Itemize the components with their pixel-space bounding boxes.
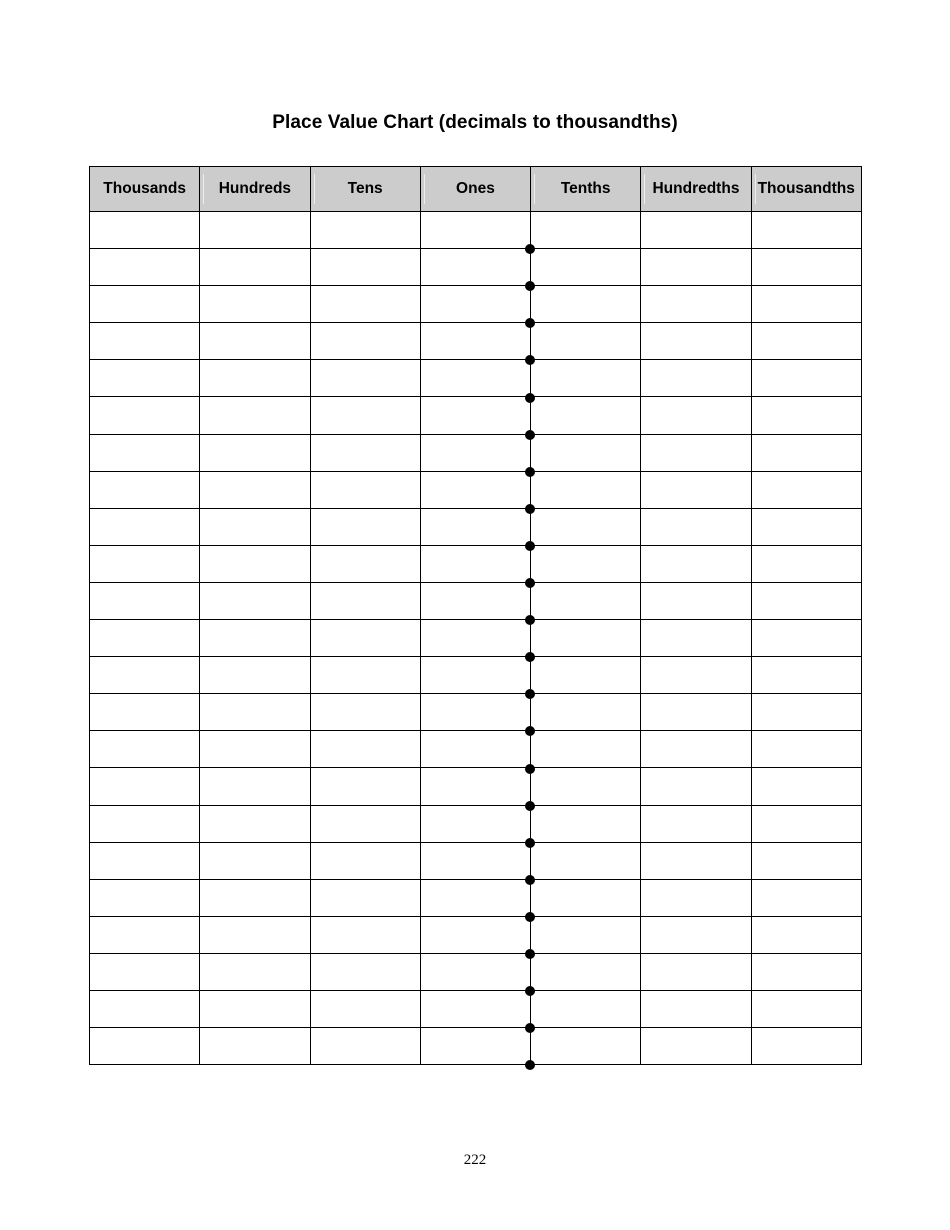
cell-hundredths[interactable]: [641, 953, 751, 990]
table-row: [90, 397, 862, 434]
cell-hundreds[interactable]: [200, 657, 310, 694]
cell-tens[interactable]: [310, 545, 420, 582]
page-number: 222: [463, 1152, 487, 1168]
cell-ones[interactable]: [420, 620, 530, 657]
table-row: [90, 916, 862, 953]
cell-ones[interactable]: [420, 805, 530, 842]
cell-hundredths[interactable]: [641, 582, 751, 619]
cell-hundredths[interactable]: [641, 805, 751, 842]
cell-thousandths[interactable]: [751, 694, 861, 731]
cell-ones[interactable]: [420, 953, 530, 990]
cell-thousands[interactable]: [90, 842, 200, 879]
cell-thousandths[interactable]: [751, 1028, 861, 1065]
table-row: [90, 249, 862, 286]
cell-ones[interactable]: [420, 582, 530, 619]
cell-hundreds[interactable]: [200, 620, 310, 657]
cell-thousands[interactable]: [90, 249, 200, 286]
cell-tens[interactable]: [310, 508, 420, 545]
cell-ones[interactable]: [420, 508, 530, 545]
cell-tens[interactable]: [310, 768, 420, 805]
cell-hundredths[interactable]: [641, 397, 751, 434]
cell-thousands[interactable]: [90, 620, 200, 657]
cell-ones[interactable]: [420, 694, 530, 731]
cell-ones[interactable]: [420, 990, 530, 1027]
cell-hundreds[interactable]: [200, 323, 310, 360]
cell-ones[interactable]: [420, 768, 530, 805]
cell-tenths[interactable]: [531, 249, 641, 286]
cell-ones[interactable]: [420, 879, 530, 916]
column-header-ones: Ones: [420, 167, 530, 212]
cell-thousandths[interactable]: [751, 249, 861, 286]
table-row: [90, 805, 862, 842]
place-value-chart-table: [89, 166, 862, 1065]
table-row: [90, 286, 862, 323]
cell-ones[interactable]: [420, 916, 530, 953]
cell-ones[interactable]: [420, 1028, 530, 1065]
header-row: [90, 167, 862, 212]
cell-ones[interactable]: [420, 323, 530, 360]
cell-ones[interactable]: [420, 249, 530, 286]
cell-thousands[interactable]: [90, 471, 200, 508]
cell-tens[interactable]: [310, 323, 420, 360]
cell-tenths[interactable]: [531, 768, 641, 805]
cell-tens[interactable]: [310, 879, 420, 916]
cell-ones[interactable]: [420, 434, 530, 471]
cell-hundredths[interactable]: [641, 768, 751, 805]
cell-hundreds[interactable]: [200, 545, 310, 582]
cell-hundredths[interactable]: [641, 249, 751, 286]
cell-thousandths[interactable]: [751, 805, 861, 842]
cell-hundredths[interactable]: [641, 731, 751, 768]
cell-thousands[interactable]: [90, 731, 200, 768]
cell-tenths[interactable]: [531, 323, 641, 360]
cell-thousands[interactable]: [90, 879, 200, 916]
cell-thousandths[interactable]: [751, 916, 861, 953]
cell-tenths[interactable]: [531, 805, 641, 842]
cell-thousands[interactable]: [90, 953, 200, 990]
cell-hundredths[interactable]: [641, 360, 751, 397]
cell-tenths[interactable]: [531, 620, 641, 657]
cell-thousandths[interactable]: [751, 212, 861, 249]
cell-thousandths[interactable]: [751, 731, 861, 768]
cell-tenths[interactable]: [531, 545, 641, 582]
cell-hundredths[interactable]: [641, 842, 751, 879]
cell-thousandths[interactable]: [751, 397, 861, 434]
cell-thousands[interactable]: [90, 1028, 200, 1065]
cell-thousandths[interactable]: [751, 953, 861, 990]
table-row: [90, 1028, 862, 1065]
table-row: [90, 842, 862, 879]
cell-hundreds[interactable]: [200, 582, 310, 619]
cell-tenths[interactable]: [531, 694, 641, 731]
cell-tenths[interactable]: [531, 286, 641, 323]
cell-thousands[interactable]: [90, 805, 200, 842]
cell-hundreds[interactable]: [200, 397, 310, 434]
cell-tens[interactable]: [310, 1028, 420, 1065]
cell-hundreds[interactable]: [200, 842, 310, 879]
cell-thousandths[interactable]: [751, 582, 861, 619]
cell-tenths[interactable]: [531, 731, 641, 768]
cell-hundredths[interactable]: [641, 323, 751, 360]
cell-hundreds[interactable]: [200, 1028, 310, 1065]
table-row: [90, 582, 862, 619]
cell-thousands[interactable]: [90, 582, 200, 619]
cell-tens[interactable]: [310, 620, 420, 657]
cell-hundreds[interactable]: [200, 731, 310, 768]
cell-thousands[interactable]: [90, 434, 200, 471]
cell-thousandths[interactable]: [751, 879, 861, 916]
cell-ones[interactable]: [420, 842, 530, 879]
cell-hundredths[interactable]: [641, 508, 751, 545]
cell-hundreds[interactable]: [200, 805, 310, 842]
cell-tenths[interactable]: [531, 582, 641, 619]
cell-thousands[interactable]: [90, 545, 200, 582]
cell-hundreds[interactable]: [200, 471, 310, 508]
table-row: [90, 694, 862, 731]
cell-hundredths[interactable]: [641, 286, 751, 323]
cell-tens[interactable]: [310, 582, 420, 619]
cell-ones[interactable]: [420, 471, 530, 508]
cell-tens[interactable]: [310, 471, 420, 508]
cell-thousandths[interactable]: [751, 434, 861, 471]
cell-hundreds[interactable]: [200, 286, 310, 323]
cell-thousandths[interactable]: [751, 990, 861, 1027]
table-row: [90, 471, 862, 508]
column-header-tens: Tens: [310, 167, 420, 212]
cell-thousands[interactable]: [90, 212, 200, 249]
cell-tens[interactable]: [310, 397, 420, 434]
cell-tens[interactable]: [310, 990, 420, 1027]
cell-thousands[interactable]: [90, 768, 200, 805]
cell-tens[interactable]: [310, 360, 420, 397]
table-row: [90, 508, 862, 545]
cell-hundreds[interactable]: [200, 360, 310, 397]
cell-tens[interactable]: [310, 212, 420, 249]
cell-tenths[interactable]: [531, 471, 641, 508]
column-header-hundreds: Hundreds: [200, 167, 310, 212]
table-row: [90, 620, 862, 657]
cell-hundredths[interactable]: [641, 545, 751, 582]
cell-tens[interactable]: [310, 657, 420, 694]
cell-hundreds[interactable]: [200, 212, 310, 249]
column-header-thousandths: Thousandths: [751, 167, 861, 212]
cell-tens[interactable]: [310, 286, 420, 323]
cell-hundredths[interactable]: [641, 620, 751, 657]
cell-tenths[interactable]: [531, 879, 641, 916]
cell-thousandths[interactable]: [751, 286, 861, 323]
cell-tenths[interactable]: [531, 1028, 641, 1065]
table-row: [90, 434, 862, 471]
cell-tens[interactable]: [310, 805, 420, 842]
cell-ones[interactable]: [420, 360, 530, 397]
table-row: [90, 879, 862, 916]
cell-thousandths[interactable]: [751, 620, 861, 657]
cell-tens[interactable]: [310, 694, 420, 731]
cell-hundredths[interactable]: [641, 434, 751, 471]
cell-thousands[interactable]: [90, 916, 200, 953]
table-row: [90, 990, 862, 1027]
cell-tens[interactable]: [310, 916, 420, 953]
cell-hundreds[interactable]: [200, 990, 310, 1027]
cell-tenths[interactable]: [531, 916, 641, 953]
cell-thousands[interactable]: [90, 508, 200, 545]
table-row: [90, 731, 862, 768]
cell-hundredths[interactable]: [641, 657, 751, 694]
cell-hundreds[interactable]: [200, 249, 310, 286]
column-header-thousands: Thousands: [90, 167, 200, 212]
place-value-chart-container: [89, 166, 861, 1088]
cell-tenths[interactable]: [531, 397, 641, 434]
cell-thousandths[interactable]: [751, 508, 861, 545]
table-row: [90, 323, 862, 360]
chart-body: [90, 212, 862, 1065]
table-row: [90, 768, 862, 805]
cell-tens[interactable]: [310, 249, 420, 286]
cell-tenths[interactable]: [531, 434, 641, 471]
cell-thousands[interactable]: [90, 286, 200, 323]
cell-tenths[interactable]: [531, 657, 641, 694]
cell-tenths[interactable]: [531, 508, 641, 545]
cell-tenths[interactable]: [531, 953, 641, 990]
cell-ones[interactable]: [420, 657, 530, 694]
cell-hundredths[interactable]: [641, 990, 751, 1027]
cell-hundredths[interactable]: [641, 212, 751, 249]
cell-tens[interactable]: [310, 434, 420, 471]
table-row: [90, 545, 862, 582]
cell-hundreds[interactable]: [200, 694, 310, 731]
cell-hundreds[interactable]: [200, 768, 310, 805]
cell-ones[interactable]: [420, 545, 530, 582]
chart-header: [90, 167, 862, 212]
cell-thousandths[interactable]: [751, 657, 861, 694]
cell-hundreds[interactable]: [200, 953, 310, 990]
cell-tenths[interactable]: [531, 360, 641, 397]
table-row: [90, 953, 862, 990]
column-header-tenths: Tenths: [531, 167, 641, 212]
cell-thousands[interactable]: [90, 657, 200, 694]
cell-ones[interactable]: [420, 286, 530, 323]
cell-thousands[interactable]: [90, 323, 200, 360]
cell-hundredths[interactable]: [641, 879, 751, 916]
table-row: [90, 657, 862, 694]
column-header-hundredths: Hundredths: [641, 167, 751, 212]
cell-thousands[interactable]: [90, 990, 200, 1027]
cell-tenths[interactable]: [531, 990, 641, 1027]
cell-hundredths[interactable]: [641, 471, 751, 508]
cell-hundreds[interactable]: [200, 434, 310, 471]
cell-hundredths[interactable]: [641, 1028, 751, 1065]
cell-thousandths[interactable]: [751, 323, 861, 360]
cell-thousandths[interactable]: [751, 842, 861, 879]
cell-hundreds[interactable]: [200, 508, 310, 545]
cell-ones[interactable]: [420, 731, 530, 768]
cell-hundreds[interactable]: [200, 916, 310, 953]
cell-hundredths[interactable]: [641, 694, 751, 731]
cell-thousands[interactable]: [90, 397, 200, 434]
cell-thousandths[interactable]: [751, 545, 861, 582]
table-row: [90, 212, 862, 249]
cell-tens[interactable]: [310, 953, 420, 990]
cell-tens[interactable]: [310, 842, 420, 879]
cell-thousandths[interactable]: [751, 768, 861, 805]
cell-hundredths[interactable]: [641, 916, 751, 953]
cell-thousandths[interactable]: [751, 471, 861, 508]
cell-ones[interactable]: [420, 397, 530, 434]
cell-ones[interactable]: [420, 212, 530, 249]
cell-tens[interactable]: [310, 731, 420, 768]
cell-thousands[interactable]: [90, 360, 200, 397]
cell-tenths[interactable]: [531, 842, 641, 879]
cell-thousands[interactable]: [90, 694, 200, 731]
cell-thousandths[interactable]: [751, 360, 861, 397]
page-title: Place Value Chart (decimals to thousandths): [272, 112, 678, 133]
cell-tenths[interactable]: [531, 212, 641, 249]
table-row: [90, 360, 862, 397]
cell-hundreds[interactable]: [200, 879, 310, 916]
